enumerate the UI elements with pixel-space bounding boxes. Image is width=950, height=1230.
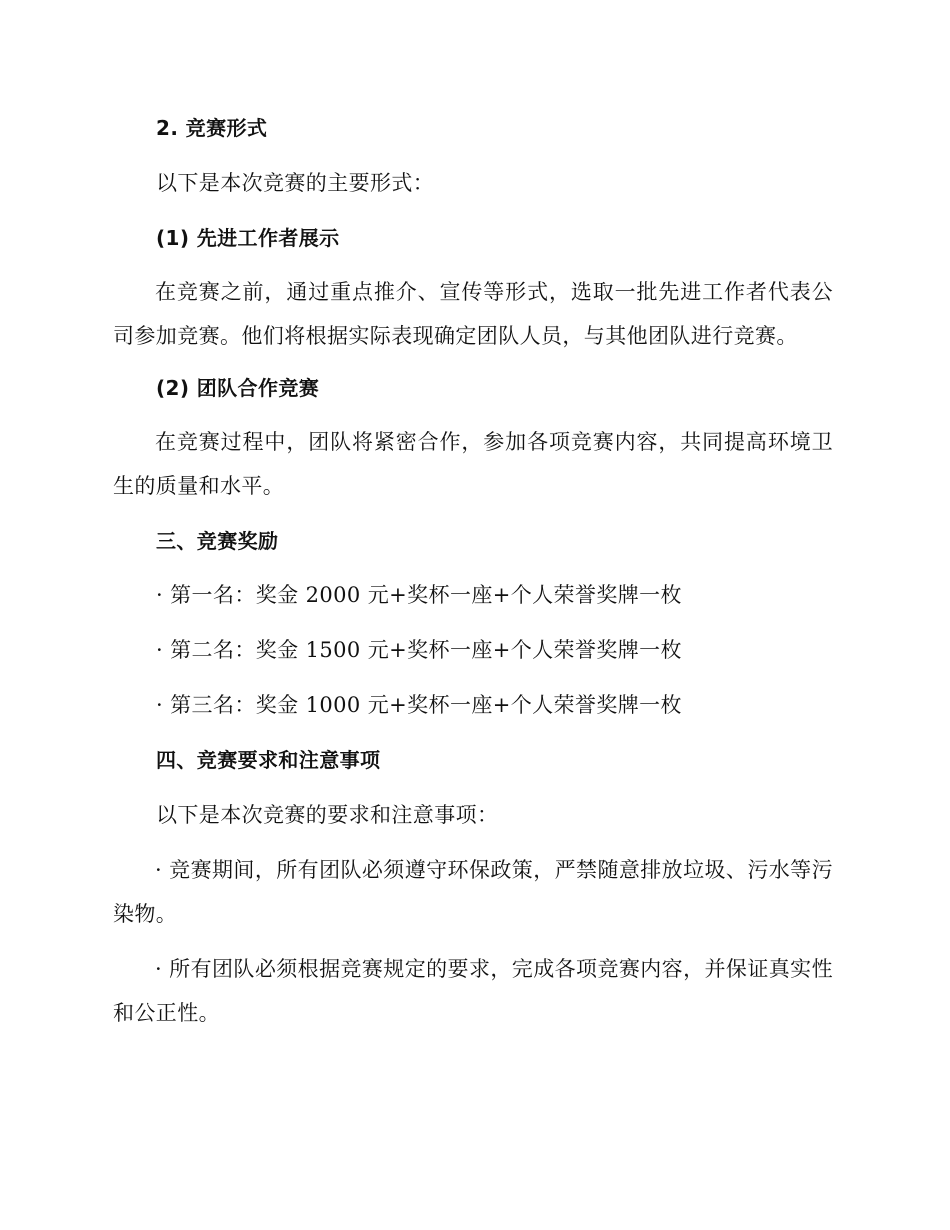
award-item-first: · 第一名：奖金 2000 元+奖杯一座+个人荣誉奖牌一枚 [156, 583, 682, 607]
requirement-item-authenticity: · 所有团队必须根据竞赛规定的要求，完成各项竞赛内容，并保证真实性和公正性。 [113, 957, 833, 1025]
section-heading-competition-format: 2. 竞赛形式 [156, 116, 268, 140]
subsection-heading-team-cooperation: (2) 团队合作竞赛 [156, 376, 320, 400]
section-heading-awards: 三、竞赛奖励 [156, 529, 279, 553]
paragraph-team-cooperation: 在竞赛过程中，团队将紧密合作，参加各项竞赛内容，共同提高环境卫生的质量和水平。 [113, 430, 833, 498]
section-intro-text: 以下是本次竞赛的主要形式： [156, 171, 435, 195]
award-item-second: · 第二名：奖金 1500 元+奖杯一座+个人荣誉奖牌一枚 [156, 638, 682, 662]
award-item-third: · 第三名：奖金 1000 元+奖杯一座+个人荣誉奖牌一枚 [156, 693, 682, 717]
section-heading-requirements: 四、竞赛要求和注意事项 [156, 748, 381, 772]
requirements-intro-text: 以下是本次竞赛的要求和注意事项： [156, 803, 499, 827]
subsection-heading-advanced-workers: (1) 先进工作者展示 [156, 226, 340, 250]
requirement-item-environment: · 竞赛期间，所有团队必须遵守环保政策，严禁随意排放垃圾、污水等污染物。 [113, 858, 833, 926]
paragraph-advanced-workers: 在竞赛之前，通过重点推介、宣传等形式，选取一批先进工作者代表公司参加竞赛。他们将根据实际表现确定团队人员，与其他团队进行竞赛。 [113, 280, 833, 348]
